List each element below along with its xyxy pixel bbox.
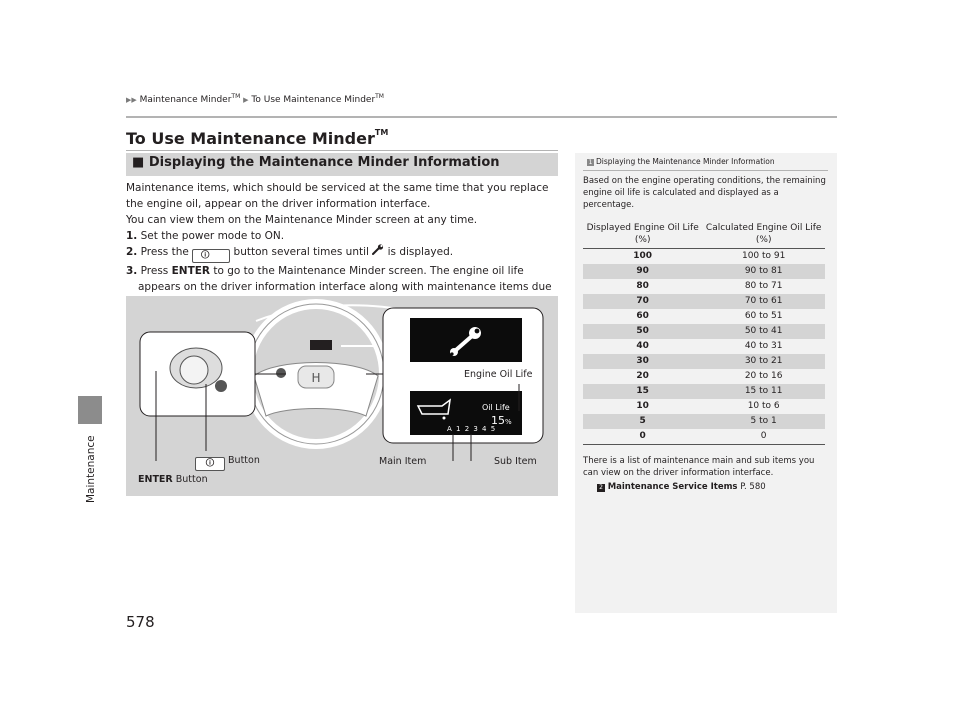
svg-text:H: H (311, 371, 321, 385)
main-item-label: Main Item (379, 456, 427, 467)
sidenote-text-2: There is a list of maintenance main and sub items you can view on the driver information interface. (583, 456, 815, 478)
header-divider (126, 116, 837, 118)
column-header-displayed: Displayed Engine Oil Life (%) (583, 220, 702, 249)
table-row: 10 10 to 6 (636, 401, 780, 411)
info-button-icon: 🛈 (192, 249, 230, 263)
engine-oil-life-label: Engine Oil Life (464, 369, 533, 380)
column-header-calculated: Calculated Engine Oil Life (%) (702, 220, 825, 249)
table-row: 100 100 to 91 (633, 251, 786, 261)
intro-paragraph: Maintenance items, which should be serviced at the same time that you replace the engine oil, appear on the driver information interface. (126, 182, 549, 210)
maintenance-item-codes: A 1 2 3 4 5 (447, 425, 497, 433)
sidenote-text: Based on the engine operating conditions, the remaining engine oil life is calculated and displayed as a percentage. (583, 176, 826, 210)
note-marker-icon: 1 (588, 159, 593, 166)
breadcrumb-item-1[interactable]: Maintenance Minder™ (139, 93, 241, 105)
wrench-icon (372, 246, 387, 258)
step-2: 2. Press the 🛈 button several times until is displayed. (126, 246, 454, 261)
sub-item-label: Sub Item (494, 456, 537, 467)
step-3: 3. Press ENTER to go to the Maintenance Minder screen. The engine oil life appears on the driver information interface along with maintenance items due (126, 265, 552, 293)
intro-paragraph-2: You can view them on the Maintenance Minder screen at any time. (126, 214, 478, 226)
table-row: 5 5 to 1 (583, 414, 825, 429)
sidenote-heading: 1 Displaying the Maintenance Minder Information (588, 157, 775, 166)
oil-life-table (583, 220, 825, 445)
table-row: 70 70 to 61 (583, 294, 825, 309)
page-number: 578 (126, 613, 155, 631)
table-row: 80 80 to 71 (636, 281, 783, 291)
title-divider (126, 150, 558, 151)
oil-life-display-label: Oil Life (482, 403, 510, 412)
table-row: 90 90 to 81 (583, 264, 825, 279)
table-row: 30 30 to 21 (583, 354, 825, 369)
table-row: 0 0 (583, 429, 825, 445)
page-title: To Use Maintenance Minder™ (126, 128, 389, 148)
oil-percent-value: 15% (491, 414, 512, 427)
table-header-row (583, 220, 825, 249)
table-row: 50 50 to 41 (583, 324, 825, 339)
info-button-callout: 🛈 Button (195, 455, 260, 471)
section-marker-icon: ■ (132, 155, 145, 170)
maintenance-service-items-link[interactable]: 2 Maintenance Service Items P. 580 (597, 482, 766, 492)
step-1: 1. Set the power mode to ON. (126, 230, 285, 242)
section-heading: ■ Displaying the Maintenance Minder Information (126, 153, 558, 176)
table-row: 20 20 to 16 (636, 371, 783, 381)
sidenote-divider (583, 170, 828, 171)
breadcrumb-arrow-icon: ▶▶ (126, 96, 137, 104)
enter-button-callout: ENTER Button (138, 474, 208, 485)
link-arrow-icon: 2 (597, 484, 605, 492)
sidebar-tab (78, 396, 102, 424)
sidebar-label: Maintenance (85, 435, 97, 503)
body-text (126, 180, 562, 311)
breadcrumb-arrow-icon: ▶ (243, 96, 249, 104)
breadcrumb-item-2[interactable]: To Use Maintenance Minder™ (251, 93, 384, 105)
table-row: 40 40 to 31 (636, 341, 783, 351)
info-button-icon: 🛈 (195, 457, 225, 471)
breadcrumb (126, 93, 384, 105)
table-row: 60 60 to 51 (636, 311, 783, 321)
table-row: 15 15 to 11 (583, 384, 825, 399)
